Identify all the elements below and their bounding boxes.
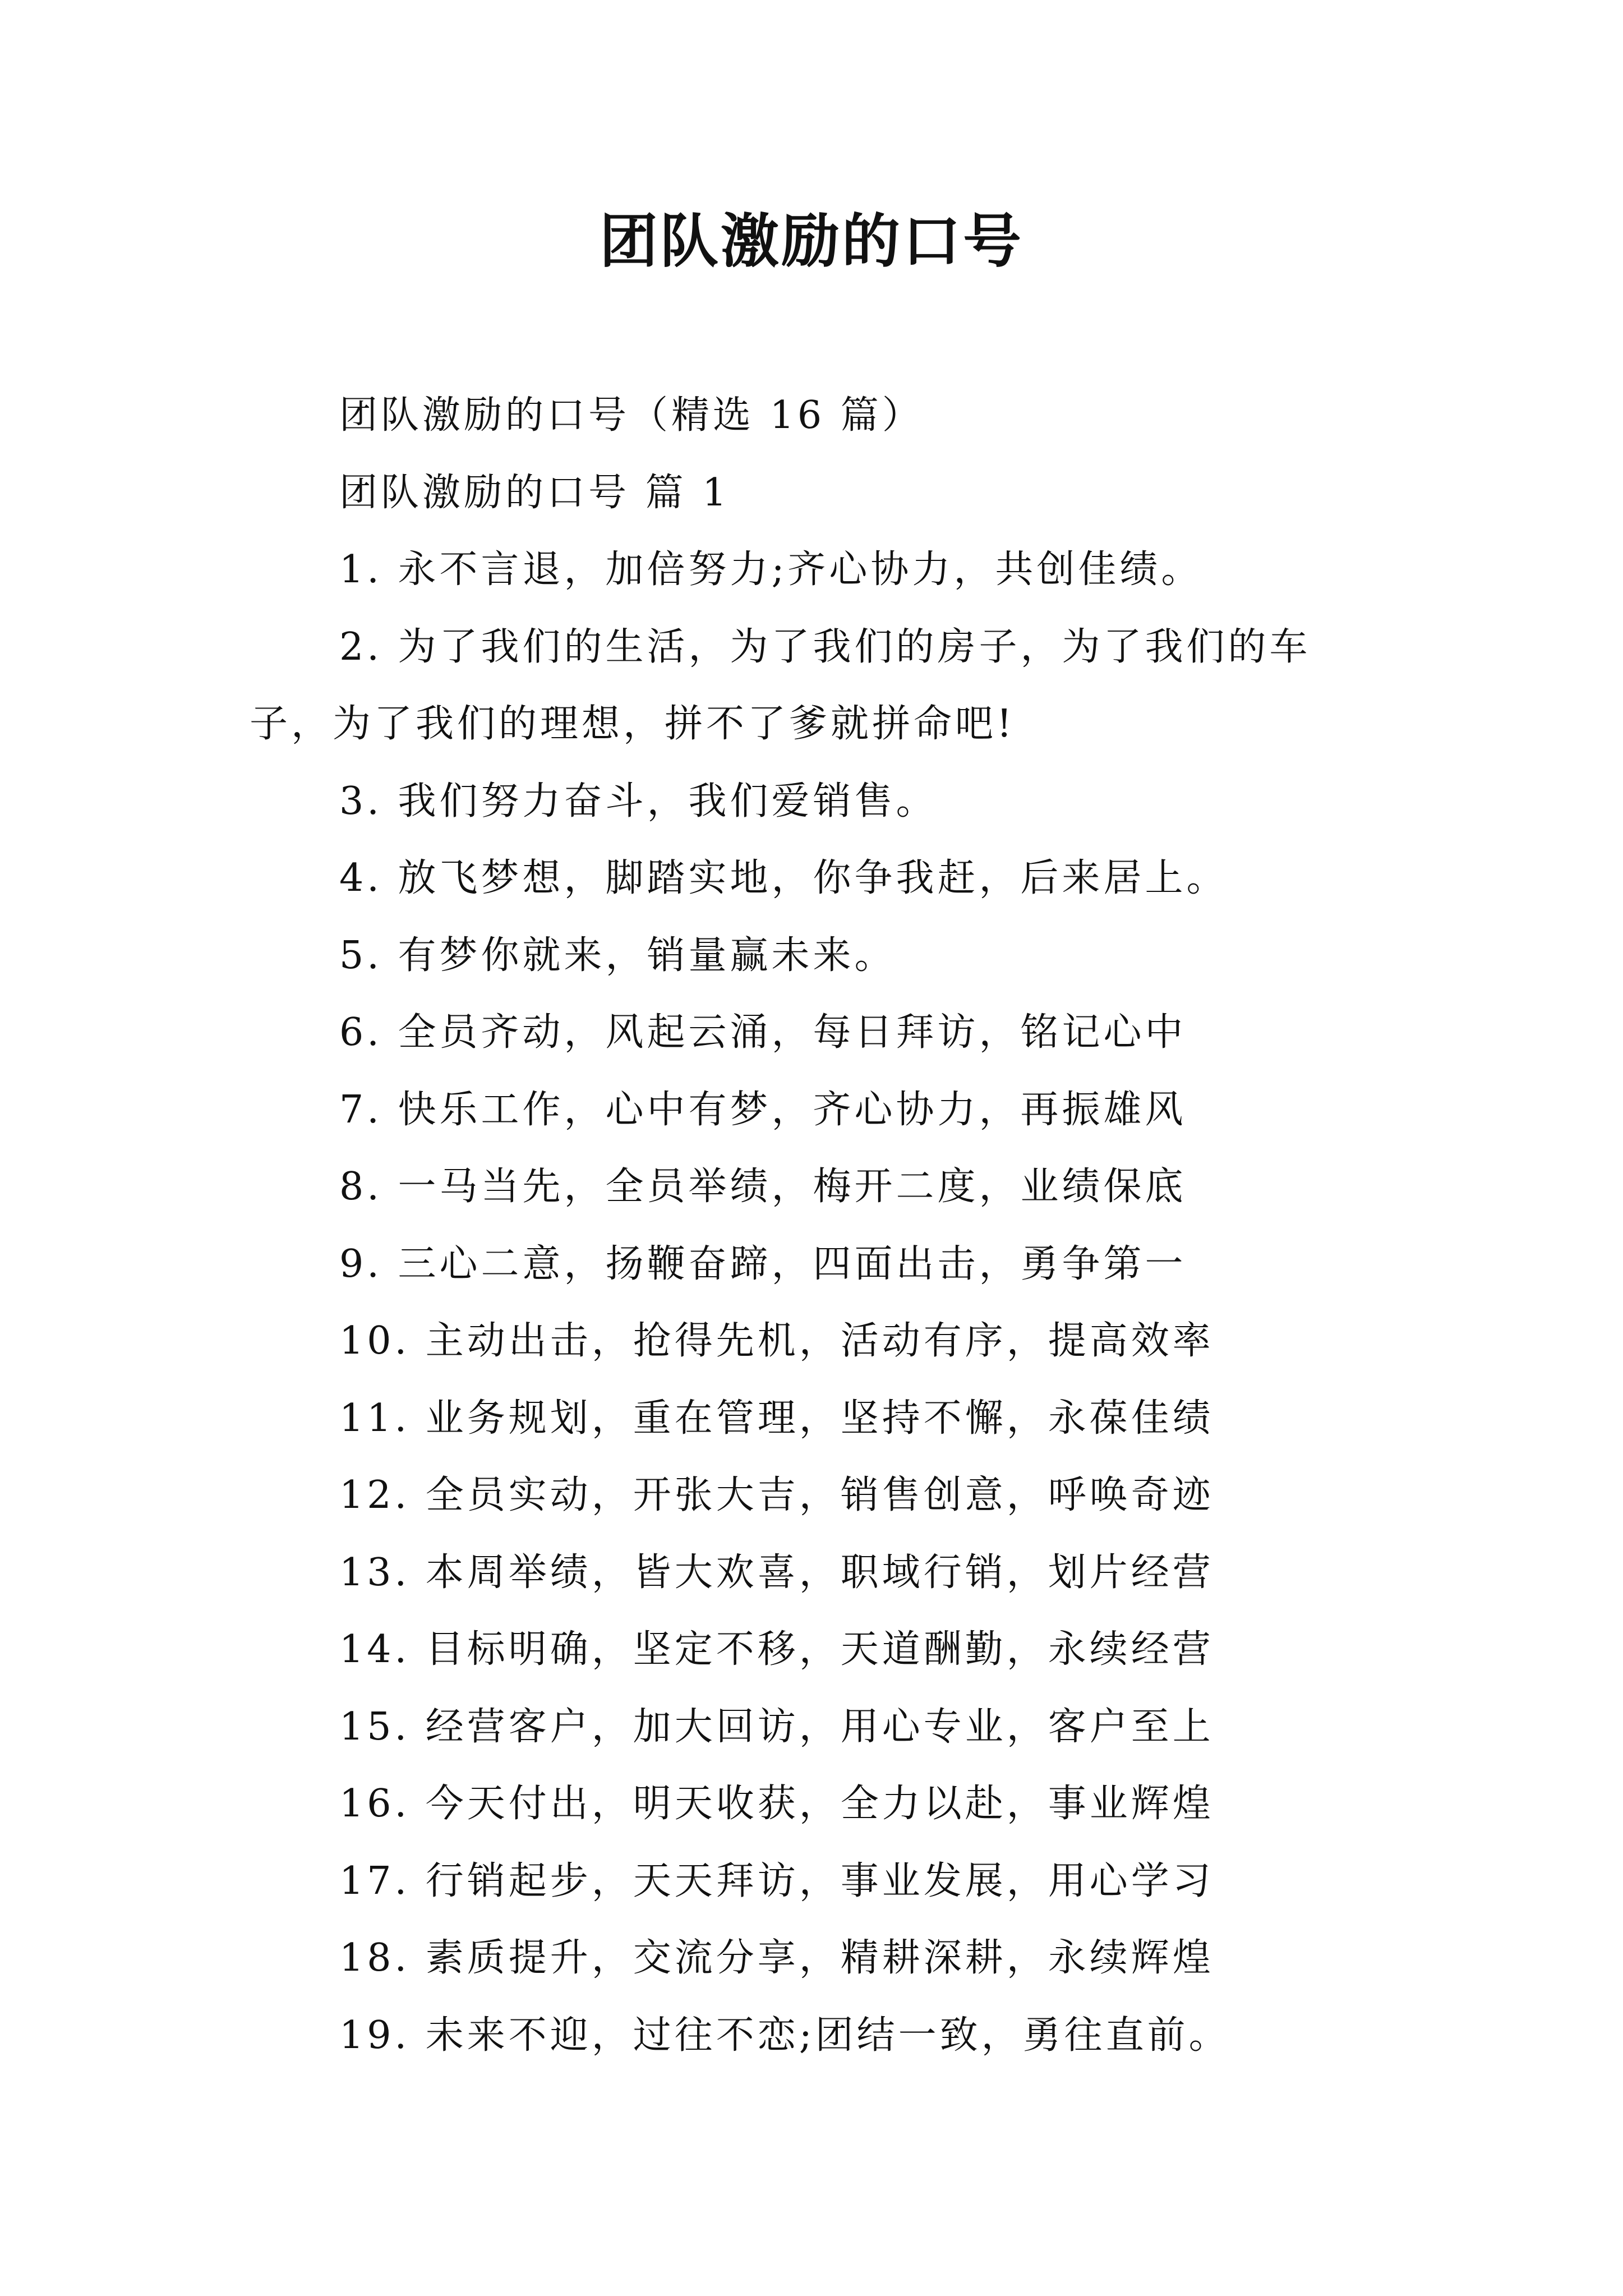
slogan-item: 6. 全员齐动，风起云涌，每日拜访，铭记心中 (339, 1010, 1187, 1055)
slogan-item: 8. 一马当先，全员举绩，梅开二度，业绩保底 (339, 1165, 1187, 1209)
slogan-item: 16. 今天付出，明天收获，全力以赴，事业辉煌 (339, 1782, 1214, 1826)
slogan-item: 13. 本周举绩，皆大欢喜，职域行销，划片经营 (339, 1550, 1214, 1595)
slogan-item: 11. 业务规划，重在管理，坚持不懈，永葆佳绩 (339, 1396, 1214, 1441)
slogan-item: 3. 我们努力奋斗，我们爱销售。 (339, 779, 938, 823)
slogan-item: 4. 放飞梦想，脚踏实地，你争我赶，后来居上。 (339, 856, 1228, 900)
slogan-item: 7. 快乐工作，心中有梦，齐心协力，再振雄风 (339, 1087, 1187, 1132)
document-title: 团队激励的口号 (599, 206, 1023, 275)
slogan-item: 17. 行销起步，天天拜访，事业发展，用心学习 (339, 1858, 1214, 1903)
slogan-item: 5. 有梦你就来，销量赢未来。 (339, 933, 896, 978)
slogan-item: 14. 目标明确，坚定不移，天道酬勤，永续经营 (339, 1627, 1214, 1672)
document-body (250, 377, 1394, 2074)
slogan-item: 10. 主动出击，抢得先机，活动有序，提高效率 (339, 1319, 1214, 1363)
slogan-item: 2. 为了我们的生活，为了我们的房子，为了我们的车子，为了我们的理想，拼不了爹就拼命吧! (250, 624, 1311, 746)
slogan-item: 12. 全员实动，开张大吉，销售创意，呼唤奇迹 (339, 1473, 1214, 1517)
slogan-item: 18. 素质提升，交流分享，精耕深耕，永续辉煌 (339, 1936, 1214, 1980)
section-heading: 团队激励的口号 篇 1 (339, 470, 730, 515)
slogan-item: 19. 未来不迎，过往不恋;团结一致，勇往直前。 (339, 2013, 1230, 2058)
document-subtitle: 团队激励的口号（精选 16 篇） (339, 393, 924, 438)
slogan-item: 9. 三心二意，扬鞭奋蹄，四面出击，勇争第一 (339, 1241, 1187, 1286)
slogan-item: 1. 永不言退，加倍努力;齐心协力，共创佳绩。 (339, 547, 1203, 592)
slogan-item: 15. 经营客户，加大回访，用心专业，客户至上 (339, 1704, 1214, 1749)
